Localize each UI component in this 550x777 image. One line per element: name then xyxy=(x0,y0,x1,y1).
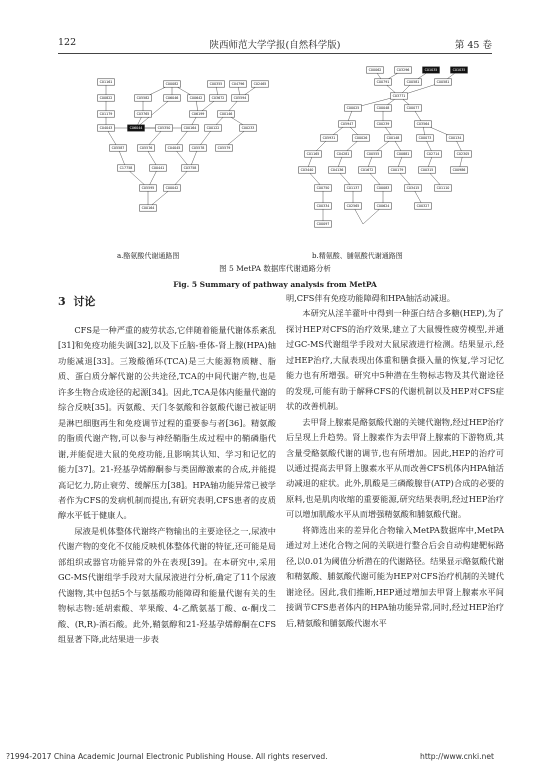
svg-text:C05350: C05350 xyxy=(157,126,171,131)
compound-node xyxy=(205,125,222,131)
copyright-footer: ?1994-2017 China Academic Journal Electronic Publishing House. All rights reserved. xyxy=(6,752,328,761)
svg-text:C01110: C01110 xyxy=(436,186,450,191)
compound-node xyxy=(391,93,408,99)
svg-text:C00164: C00164 xyxy=(141,206,155,211)
svg-text:C00327: C00327 xyxy=(416,204,430,209)
compound-node xyxy=(405,105,422,111)
svg-text:C02305: C02305 xyxy=(456,152,470,157)
compound-node xyxy=(190,145,207,151)
arginine-proline-pathway-graph xyxy=(283,60,488,250)
svg-text:C04043: C04043 xyxy=(99,126,113,131)
svg-text:C00233: C00233 xyxy=(241,126,255,131)
compound-node xyxy=(353,135,370,141)
section-number: 3 xyxy=(58,295,66,308)
svg-text:C00146: C00146 xyxy=(219,112,233,117)
svg-text:C00164: C00164 xyxy=(183,126,197,131)
compound-node xyxy=(405,185,422,191)
svg-text:C01179: C01179 xyxy=(99,112,113,117)
svg-text:C00083: C00083 xyxy=(376,186,390,191)
paragraph: 去甲肾上腺素是酪氨酸代谢的关键代谢物,经过HEP治疗后呈现上升趋势。肾上腺素作为去甲肾上腺素的下游物质,其含量受酪氨酸代谢的调节,也有所增加。因此,HEP的治疗可以通过提高去甲肾上腺素水平从而改善CFS机体内HPA轴活动减退的症状。此外,肌酸是三磷酸腺苷(ATP)合成的必要的原料,也是肌肉收缩的重要能源,研究结果表明,经过HEP治疗可以增加肌酸水平从而增强精氨酸和脯氨酸代谢。 xyxy=(286,416,504,520)
compound-node xyxy=(208,81,225,87)
svg-text:C00239: C00239 xyxy=(376,122,390,127)
svg-text:C01165: C01165 xyxy=(306,152,320,157)
compound-node xyxy=(335,151,352,157)
header-rule xyxy=(58,53,492,54)
svg-text:C05579: C05579 xyxy=(217,146,231,151)
compound-node xyxy=(321,135,338,141)
compound-node xyxy=(210,95,227,101)
compound-node xyxy=(423,67,440,73)
compound-node xyxy=(315,185,332,191)
svg-text:C00077: C00077 xyxy=(406,106,420,111)
svg-text:C05595: C05595 xyxy=(141,186,155,191)
svg-text:C01035: C01035 xyxy=(424,68,438,73)
svg-text:C00148: C00148 xyxy=(386,136,400,141)
compound-node xyxy=(451,67,468,73)
compound-node xyxy=(345,185,362,191)
svg-text:C05947: C05947 xyxy=(340,122,354,127)
tyrosine-pathway-graph xyxy=(88,76,278,248)
figure-caption-cn: 图 5 MetPA 数据库代谢通路分析 xyxy=(219,264,331,273)
svg-text:C03771: C03771 xyxy=(392,94,406,99)
svg-text:C00822: C00822 xyxy=(99,96,113,101)
compound-node xyxy=(405,79,422,85)
compound-node xyxy=(166,145,183,151)
compound-node xyxy=(365,151,382,157)
svg-text:C04045: C04045 xyxy=(167,146,181,151)
compound-node xyxy=(252,81,269,87)
paragraph: 尿液是机体整体代谢终产物输出的主要途径之一,尿液中代谢产物的变化不仅能反映机体整体代谢的特征,还可能是局部组织或器官功能异常的外在表现[39]。在本研究中,采用GC-MS代谢组学手段对大鼠尿液进行分析,确定了11个尿液代谢物,其中包括5个与氨基酸功能障碍和能量代谢有关的生物标志物:延胡索酸、苹果酸、4-乙酰氨基丁酸、α-酮戊二酸、(R,R)-酒石酸。此外,鞘氨醇和21-羟基孕烯醇酮在CFS组显著下降,此结果进一步表 xyxy=(58,525,276,645)
compound-node xyxy=(240,125,257,131)
compound-node xyxy=(367,67,384,73)
svg-text:C03296: C03296 xyxy=(396,68,410,73)
journal-title: 陕西师范大学学报(自然科学版) xyxy=(209,40,341,51)
compound-node xyxy=(140,185,157,191)
svg-text:C00355: C00355 xyxy=(209,82,223,87)
figure-label-a: a.酪氨酸代谢通路图 xyxy=(117,252,180,260)
svg-text:C05587: C05587 xyxy=(111,146,125,151)
compound-node xyxy=(118,165,135,171)
compound-node xyxy=(135,95,152,101)
compound-node xyxy=(150,165,167,171)
svg-text:C00026: C00026 xyxy=(354,136,368,141)
svg-text:C00134: C00134 xyxy=(448,136,462,141)
svg-text:C00750: C00750 xyxy=(316,186,330,191)
compound-node xyxy=(375,105,392,111)
svg-text:C02465: C02465 xyxy=(253,82,267,87)
paragraph: 将筛选出来的差异化合物输入MetPA数据库中,MetPA通过对上述化合物之间的关联进行整合后会自动构建靶标路径,以0.01为阈值分析潜在的代谢路径。结果显示酪氨酸代谢和精氨酸、脯氨酸代谢可能为HEP对CFS治疗机制的关键代谢途径。因此,我们推断,HEP通过增加去甲肾上腺素水平间接调节CFS患者体内的HPA轴功能异常,同时,经过HEP治疗后,精氨酸和脯氨酸代谢水平 xyxy=(286,524,504,628)
compound-node xyxy=(188,95,205,101)
cnki-url: http://www.cnki.net xyxy=(420,752,494,761)
compound-node xyxy=(329,167,346,173)
svg-text:C02714: C02714 xyxy=(426,152,440,157)
section-heading xyxy=(58,293,95,309)
compound-node xyxy=(315,221,332,227)
compound-node xyxy=(299,167,316,173)
compound-node xyxy=(182,125,199,131)
left-column xyxy=(58,323,276,648)
svg-text:C00642: C00642 xyxy=(189,96,203,101)
compound-node xyxy=(190,111,207,117)
compound-node xyxy=(216,145,233,151)
svg-text:C05578: C05578 xyxy=(191,146,205,151)
compound-node xyxy=(345,203,362,209)
compound-node xyxy=(395,67,412,73)
svg-text:C00624: C00624 xyxy=(376,204,390,209)
svg-text:C00062: C00062 xyxy=(368,68,382,73)
compound-node xyxy=(345,105,362,111)
svg-text:C04281: C04281 xyxy=(336,152,350,157)
svg-text:C05576: C05576 xyxy=(139,146,153,151)
compound-node xyxy=(375,203,392,209)
compound-node xyxy=(395,151,412,157)
svg-text:C00073: C00073 xyxy=(418,136,432,141)
compound-node xyxy=(315,203,332,209)
compound-node xyxy=(305,151,322,157)
svg-text:C00097: C00097 xyxy=(316,222,330,227)
compound-node xyxy=(447,135,464,141)
svg-text:C04796: C04796 xyxy=(231,82,245,87)
svg-text:C00791: C00791 xyxy=(376,80,390,85)
svg-text:C05594: C05594 xyxy=(233,96,247,101)
svg-text:C00025: C00025 xyxy=(346,106,360,111)
svg-text:C03440: C03440 xyxy=(300,168,314,173)
page-number: 122 xyxy=(58,37,77,48)
compound-node xyxy=(110,145,127,151)
compound-node xyxy=(230,81,247,87)
svg-text:C04136: C04136 xyxy=(330,168,344,173)
compound-node xyxy=(415,203,432,209)
svg-text:C06044: C06044 xyxy=(129,126,143,131)
svg-text:C00986: C00986 xyxy=(452,168,466,173)
svg-text:C00555: C00555 xyxy=(366,152,380,157)
compound-node xyxy=(182,165,199,171)
svg-text:C17758: C17758 xyxy=(119,166,133,171)
compound-node xyxy=(385,135,402,141)
svg-text:C00441: C00441 xyxy=(151,166,165,171)
compound-node xyxy=(140,205,157,211)
svg-text:C01672: C01672 xyxy=(360,168,374,173)
compound-node xyxy=(218,111,235,117)
compound-node xyxy=(98,125,115,131)
svg-text:C03672: C03672 xyxy=(211,96,225,101)
compound-node xyxy=(98,79,115,85)
compound-node xyxy=(339,121,356,127)
compound-node xyxy=(128,125,145,131)
paragraph: 明,CFS伴有免疫功能障碍和HPA轴活动减退。 xyxy=(286,293,455,303)
paragraph: 本研究从淫羊藿叶中得到一种蛋白结合多糖(HEP),为了探讨HEP对CFS的治疗效果,建立了大鼠慢性疲劳模型,并通过GC-MS代谢组学手段对大鼠尿液进行检测。结果显示,经过HEP治疗,大鼠表现出体重和膳食摄入量的恢复,学习记忆能力也有所增强。研究中5种潜在生物标志物及其代谢途径的发现,可能有助于解释CFS的代谢机制以及HEP对CFS症状的改善机制。 xyxy=(286,308,504,412)
volume-label: 第 45 卷 xyxy=(454,40,492,51)
compound-node xyxy=(138,145,155,151)
svg-text:C00581: C00581 xyxy=(406,80,420,85)
svg-text:C06199: C06199 xyxy=(191,112,205,117)
svg-text:C02565: C02565 xyxy=(346,204,360,209)
compound-node xyxy=(98,111,115,117)
svg-text:C05931: C05931 xyxy=(322,136,336,141)
svg-text:C03765: C03765 xyxy=(136,112,150,117)
right-column xyxy=(286,291,504,631)
compound-node xyxy=(135,111,152,117)
compound-node xyxy=(232,95,249,101)
compound-node xyxy=(98,95,115,101)
svg-text:C03758: C03758 xyxy=(183,166,197,171)
svg-text:C00334: C00334 xyxy=(316,204,330,209)
svg-text:C01161: C01161 xyxy=(99,80,113,85)
compound-node xyxy=(164,185,181,191)
compound-node xyxy=(375,79,392,85)
figure-caption-en: Fig. 5 Summary of pathway analysis from MetPA xyxy=(173,280,377,289)
compound-node xyxy=(164,81,181,87)
svg-text:C00179: C00179 xyxy=(390,168,404,173)
compound-node xyxy=(455,151,472,157)
compound-node xyxy=(375,185,392,191)
compound-node xyxy=(435,185,452,191)
svg-text:C05582: C05582 xyxy=(136,96,150,101)
compound-node xyxy=(419,167,436,173)
compound-node xyxy=(417,135,434,141)
compound-node xyxy=(375,121,392,127)
svg-text:C00082: C00082 xyxy=(165,82,179,87)
compound-node xyxy=(415,121,432,127)
figure-label-b: b.精氨酸、脯氨酸代谢通路图 xyxy=(312,252,403,260)
svg-text:C01137: C01137 xyxy=(346,186,360,191)
svg-text:C00581: C00581 xyxy=(436,80,450,85)
compound-node xyxy=(451,167,468,173)
compound-node xyxy=(164,95,181,101)
svg-text:C00122: C00122 xyxy=(206,126,220,131)
compound-node xyxy=(425,151,442,157)
compound-node xyxy=(359,167,376,173)
compound-node xyxy=(389,167,406,173)
svg-text:C03415: C03415 xyxy=(406,186,420,191)
paragraph: CFS是一种严重的疲劳状态,它伴随着能量代谢体系紊乱[31]和免疫功能失调[32],以及下丘脑-垂体-肾上腺(HPA)轴功能减退[33]。三羧酸循环(TCA)是三大能源物质糖、脂质、蛋白质分解代谢的公共途径,TCA的中间代谢产物,也是许多生物合成途径的起源[34]。因此,TCA是体内能量代谢的综合反映[35]。丙氨酸、天门冬氨酸和谷氨酸代谢已被证明是淋巴细胞再生和免疫调节过程的重要参与者[36]。精氨酸的脂质代谢产物,可以参与神经鞘脂生成过程中的鞘磷脂代谢,并能促进大鼠的免疫功能,且影响其认知、学习和记忆的能力[37]。21-羟基孕烯醇酮参与类固醇激素的合成,并能提高记忆力,防止衰劳、缓解压力[38]。HPA轴功能异常已被学者作为CFS的发病机制而提出,有研究表明,CFS患者的皮质醇水平低于健康人。 xyxy=(58,325,276,521)
section-title: 讨论 xyxy=(73,295,96,308)
svg-text:C00048: C00048 xyxy=(376,106,390,111)
compound-node xyxy=(435,79,452,85)
svg-text:C01035: C01035 xyxy=(452,68,466,73)
compound-node xyxy=(156,125,173,131)
svg-text:C00315: C00315 xyxy=(420,168,434,173)
svg-text:C00881: C00881 xyxy=(396,152,410,157)
svg-text:C06046: C06046 xyxy=(165,96,179,101)
svg-text:C00042: C00042 xyxy=(165,186,179,191)
svg-text:C03564: C03564 xyxy=(416,122,430,127)
